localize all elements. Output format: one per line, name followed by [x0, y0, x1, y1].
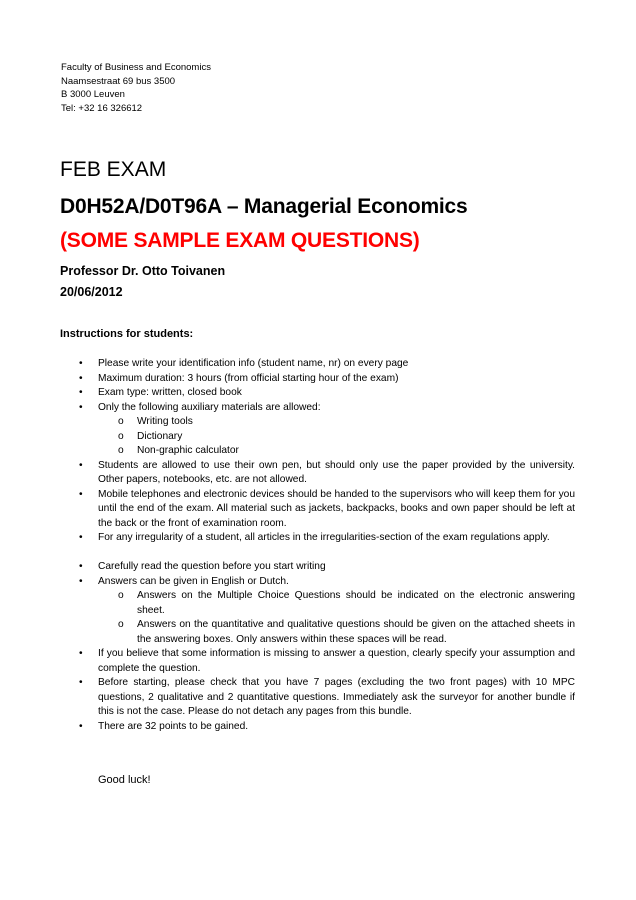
sub-bullet-marker: o: [118, 590, 124, 601]
sub-bullet-marker: o: [118, 619, 124, 630]
instruction-text: Mobile telephones and electronic devices should be handed to the supervisors who will keep them for you until the end of the exam. All material such as jackets, backpacks, books and own paper should be left at the back or the front of examination room.: [98, 488, 575, 529]
professor-name: Professor Dr. Otto Toivanen: [60, 264, 226, 278]
list-item: [0, 720, 575, 735]
bullet-marker: •: [79, 401, 83, 413]
material-text: Writing tools: [137, 416, 193, 427]
list-item: [0, 459, 575, 488]
answer-note-text: Answers on the Multiple Choice Questions should be indicated on the electronic answering sheet.: [137, 590, 575, 616]
instruction-text: Students are allowed to use their own pen, but should only use the paper provided by the university. Other papers, notebooks, etc. are not allowed.: [98, 459, 575, 485]
list-item: [0, 372, 575, 387]
instruction-text: Before starting, please check that you have 7 pages (excluding the two front pages) with 10 MPC questions, 2 qualitative and 2 quantitative questions. Immediately ask the surveyor for another bundle if this is not the case. Please do not detach any pages from this bundle.: [98, 677, 575, 717]
bullet-marker: •: [79, 677, 83, 688]
course-title: D0H52A/D0T96A – Managerial Economics: [60, 195, 468, 218]
list-item: [0, 386, 575, 401]
material-text: Dictionary: [137, 430, 183, 442]
list-item: [0, 488, 575, 532]
sample-subtitle: (SOME SAMPLE EXAM QUESTIONS): [60, 229, 420, 252]
instruction-text: For any irregularity of a student, all articles in the irregularities-section of the exam regulations apply.: [98, 532, 550, 543]
sub-bullet-marker: o: [118, 416, 124, 427]
address-line: B 3000 Leuven: [61, 89, 125, 100]
list-item: [0, 647, 575, 676]
closing-text: Good luck!: [98, 774, 151, 786]
bullet-marker: •: [79, 488, 83, 500]
list-item: [0, 531, 575, 546]
instructions-list: [0, 357, 636, 734]
list-item: [0, 560, 575, 575]
bullet-marker: •: [79, 575, 83, 587]
exam-date: 20/06/2012: [60, 285, 123, 299]
instruction-text: Only the following auxiliary materials are allowed:: [98, 401, 321, 413]
material-text: Non-graphic calculator: [137, 445, 239, 456]
sub-list-item: [0, 444, 575, 459]
bullet-marker: •: [79, 532, 83, 543]
instruction-text: If you believe that some information is missing to answer a question, clearly specify your assumption and complete the question.: [98, 648, 575, 674]
bullet-marker: •: [79, 459, 83, 471]
instruction-text: Please write your identification info (student name, nr) on every page: [98, 358, 409, 369]
sub-bullet-marker: o: [118, 445, 124, 456]
instruction-text: Exam type: written, closed book: [98, 387, 242, 398]
instructions-heading: Instructions for students:: [60, 328, 194, 340]
instruction-text: Carefully read the question before you start writing: [98, 561, 326, 572]
bullet-marker: •: [79, 561, 83, 572]
list-item: [0, 575, 575, 590]
list-item: [0, 676, 575, 720]
sub-list-item: [0, 589, 575, 618]
sub-list-item: [0, 415, 575, 430]
answer-note-text: Answers on the quantitative and qualitative questions should be given on the attached sheets in the answering boxes. Only answers within these spaces will be read.: [137, 619, 575, 645]
list-item: [0, 401, 575, 416]
list-item: [0, 357, 575, 372]
exam-label: FEB EXAM: [60, 158, 167, 181]
instruction-text: There are 32 points to be gained.: [98, 720, 249, 732]
instruction-text: Maximum duration: 3 hours (from official starting hour of the exam): [98, 372, 399, 384]
address-line: Tel: +32 16 326612: [61, 102, 143, 114]
bullet-marker: •: [79, 358, 83, 369]
faculty-address: [61, 61, 211, 115]
sub-bullet-marker: o: [118, 430, 124, 442]
list-spacer: [0, 546, 636, 561]
instruction-text: Answers can be given in English or Dutch.: [98, 575, 289, 587]
bullet-marker: •: [79, 720, 83, 732]
address-line: Faculty of Business and Economics: [61, 62, 211, 73]
sub-list-item: [0, 430, 575, 445]
bullet-marker: •: [79, 372, 83, 384]
bullet-marker: •: [79, 387, 83, 398]
bullet-marker: •: [79, 648, 83, 659]
sub-list-item: [0, 618, 575, 647]
address-line: Naamsestraat 69 bus 3500: [61, 75, 176, 87]
